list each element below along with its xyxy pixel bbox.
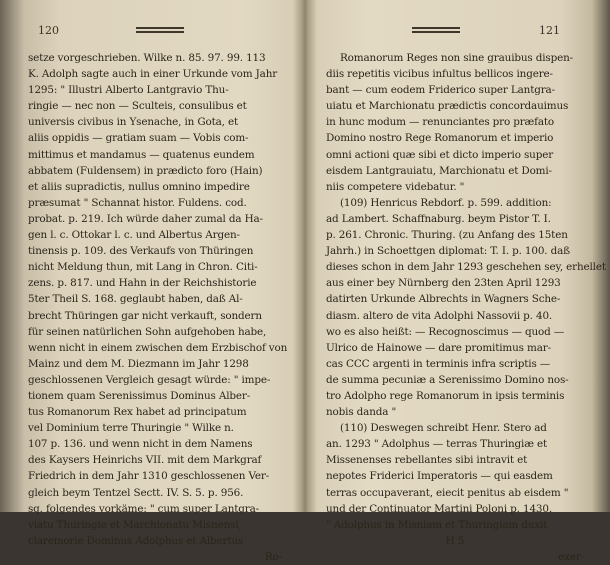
text-line: diasm. altero de vita Adolphi Nassovii p. 40. [326,309,553,322]
text-line: Friedrich in dem Jahr 1310 geschlossenen Ver- [28,470,270,483]
text-line: und der Continuator Martini Poloni p. 1430. [326,502,552,515]
text-line: nepotes Friderici Imperatoris — qui easdem [326,470,553,483]
text-line: præsumat " Schannat histor. Fuldens. cod. [28,196,247,209]
text-line: 1295: " Illustri Alberto Lantgravio Thu- [28,84,229,97]
text-line: uiatu et Marchionatu prædictis concordauimus [326,100,569,113]
text-line: claremorie Dominus Adolphus et Albertus [28,534,244,547]
text-line: nicht Meldung thun, mit Lang in Chron. Citi- [28,261,258,274]
text-line: aus einer bey Nürnberg den 23ten April 1293 [326,277,561,290]
text-line: (110) Deswegen schreibt Henr. Stero ad [340,422,547,435]
right-page-text [326,50,606,565]
page-number-left: 120 [38,24,59,37]
text-line: cas CCC argenti in terminis infra scriptis — [326,357,551,370]
text-line: zens. p. 817. und Hahn in der Reichshistorie [28,277,257,290]
text-line: ad Lambert. Schaffnaburg. beym Pistor T. I. [326,212,551,225]
text-line: et aliis supradictis, nullus omnino impedire [28,180,250,193]
text-line: tinensis p. 109. des Verkaufs von Thüringen [28,245,254,258]
right-page [308,0,606,563]
text-line: gen l. c. Ottokar l. c. und Albertus Argen- [28,229,240,242]
header-ornament-left [136,27,184,33]
text-line: Missenenses rebellantes sibi intravit et [326,454,528,467]
text-line: brecht Thüringen gar nicht verkauft, sondern [28,309,262,322]
text-line: niis competere videbatur. " [326,180,465,193]
text-line: tro Adolpho rege Romanorum in ipsis terminis [326,389,565,402]
text-line: terras occupaverant, eiecit penitus ab eisdem " [326,486,569,499]
text-line: Mainz und dem M. Diezmann im Jahr 1298 [28,357,249,370]
text-line: wenn nicht in einem zwischen dem Erzbischof von [28,341,288,354]
text-line: 5ter Theil S. 168. geglaubt haben, daß Al- [28,293,243,306]
text-line: ringie — nec non — Sculteis, consulibus et [28,100,247,113]
text-line: nobis danda " [326,406,397,419]
text-line: bant — cum eodem Friderico super Lantgra- [326,84,555,97]
text-line: für seinen natürlichen Sohn aufgehoben habe, [28,325,267,338]
text-line: wo es also heißt: — Recognoscimus — quod — [326,325,565,338]
text-line: geschlossenen Vergleich gesagt würde: " impe- [28,373,271,386]
page-number-right: 121 [539,24,560,37]
text-line: Romanorum Reges non sine grauibus dispen- [340,52,574,64]
text-line: eisdem Lantgrauiatu, Marchionatu et Domi- [326,164,552,177]
text-line: vel Dominium terre Thuringie " Wilke n. [28,422,234,435]
text-line: setze vorgeschrieben. Wilke n. 85. 97. 99. 113 [28,52,266,64]
text-line: in hunc modum — renunciantes pro præfato [326,116,555,129]
text-line: omni actioni quæ sibi et dicto imperio super [326,148,554,161]
header-ornament-right [412,27,460,33]
text-line: (109) Henricus Rebdorf. p. 599. addition: [340,196,552,209]
text-line: Ro- [264,550,282,563]
text-line: an. 1293 " Adolphus — terras Thuringiæ et [326,438,548,451]
text-line: exer- [558,550,584,563]
text-line: 107 p. 136. und wenn nicht in dem Namens [28,438,253,451]
text-line: " Adolphus in Misniam et Thuringiam duxit [326,518,548,531]
text-line: probat. p. 219. Ich würde daher zumal da Ha- [28,212,263,225]
left-page-text [28,50,288,565]
text-line: mittimus et mandamus — quatenus eundem [28,148,255,161]
text-line: aliis oppidis — gratiam suam — Vobis com- [28,132,249,145]
text-line: Jahrh.) in Schoettgen diplomat: T. I. p. 100. daß [326,245,570,258]
text-line: tionem quam Serenissimus Dominus Alber- [28,389,251,402]
text-line: tus Romanorum Rex habet ad principatum [28,406,247,419]
text-line: viatu Thuringie et Marchionatu Misnensi, [28,518,242,531]
text-line: de summa pecuniæ a Serenissimo Domino nos- [326,373,569,386]
text-line: diis repetitis vicibus infultus bellicos ingere- [326,68,553,81]
text-line: des Kaysers Heinrichs VII. mit dem Markgraf [28,454,262,467]
text-line: K. Adolph sagte auch in einer Urkunde vom Jahr [28,68,278,81]
text-line: datirten Urkunde Albrechts in Wagners Sche- [326,293,561,306]
left-page [6,0,302,563]
text-line: universis civibus in Ysenache, in Gota, et [28,116,238,129]
text-line: Domino nostro Rege Romanorum et imperio [326,132,554,145]
text-line: abbatem (Fuldensem) in prædicto foro (Hain) [28,164,263,177]
text-line: gleich beym Tentzel Sectt. IV. S. 5. p. 956. [28,486,244,499]
text-line: p. 261. Chronic. Thuring. (zu Anfang des 15ten [326,229,568,242]
text-line: H 5 [445,534,465,547]
text-line: dieses schon in dem Jahr 1293 geschehen sey, erhellet [326,261,606,274]
text-line: sq. folgendes vorkäme: " cum super Lantgra- [28,502,260,515]
text-line: Ulrico de Hainowe — dare promitimus mar- [326,341,551,354]
